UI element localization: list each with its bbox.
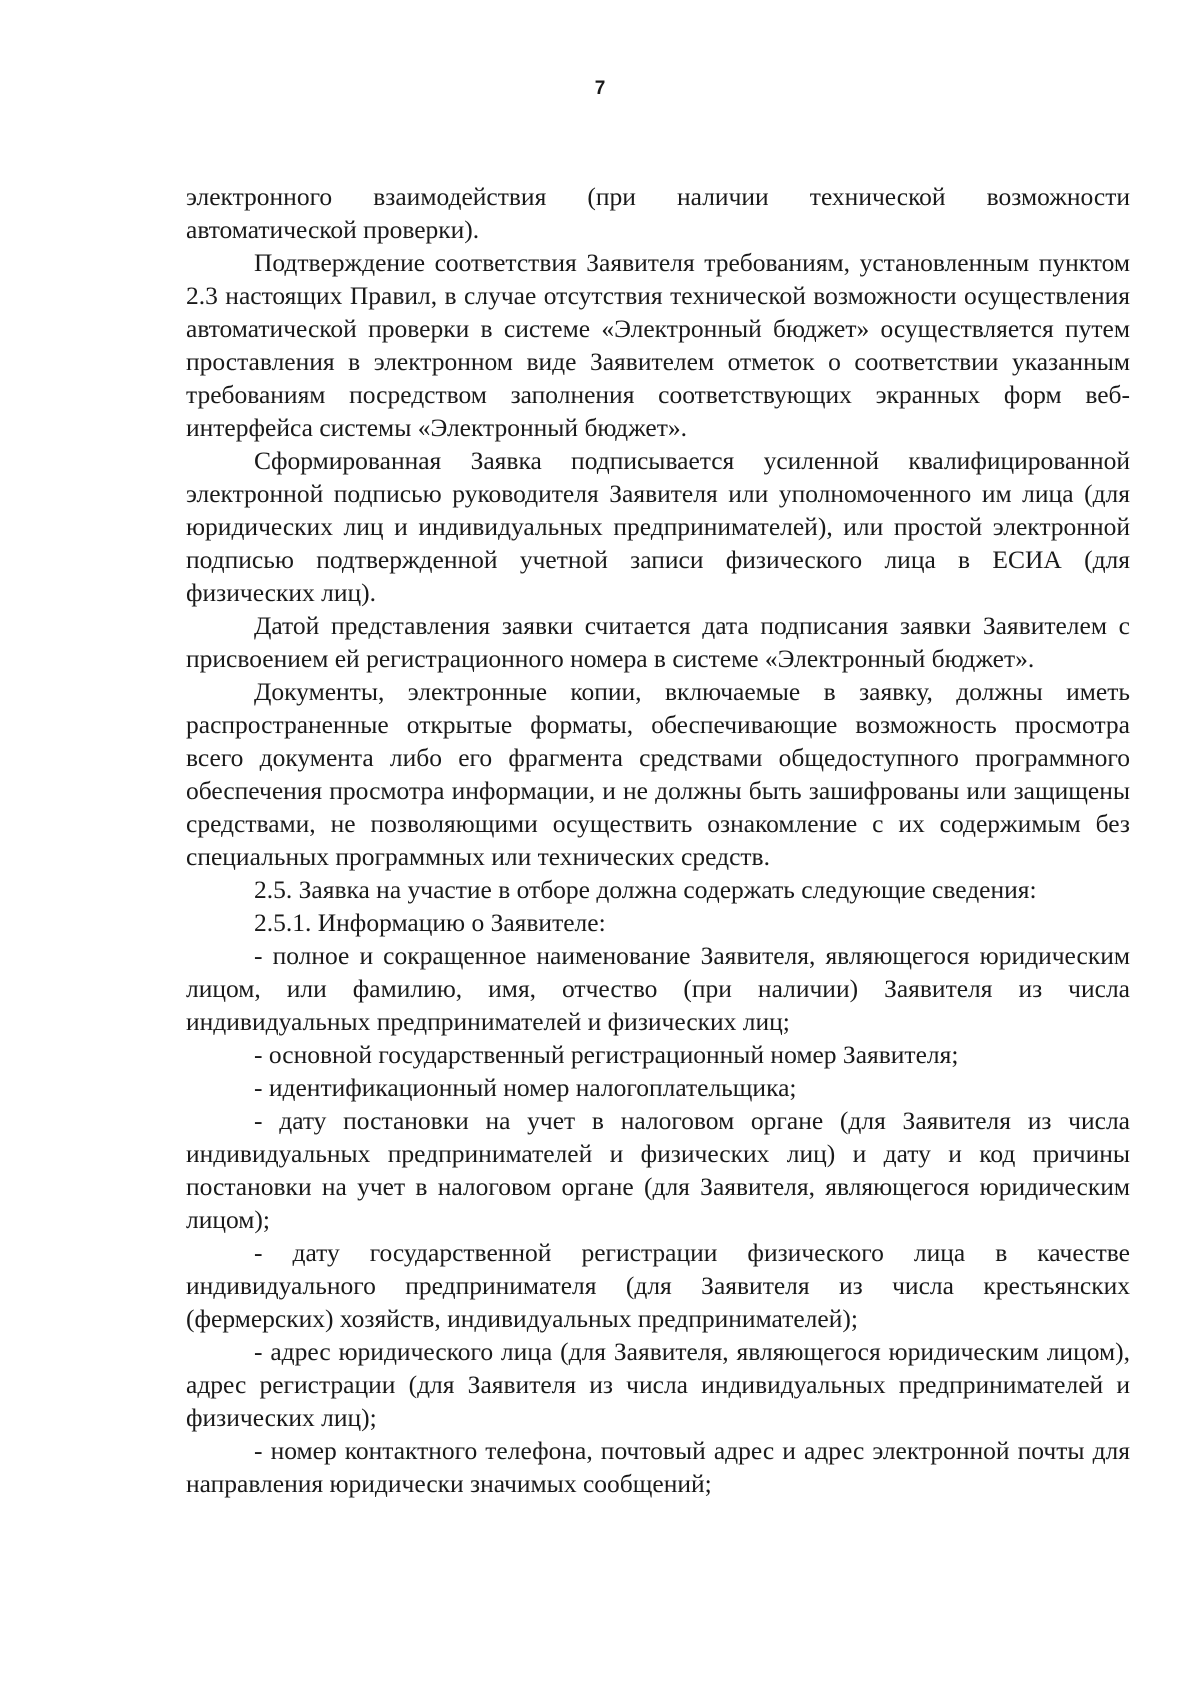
paragraph-confirmation: Подтверждение соответствия Заявителя требованиям, установленным пунктом 2.3 настоящих Правил, в случае отсутствия технической возможности осуществления автоматической проверки в системе «Электронный бюджет» осуществляется путем проставления в электронном виде Заявителем отметок о соответствии указанным требованиям посредством заполнения соответствующих экранных форм веб-интерфейса системы «Электронный бюджет». (186, 248, 1130, 442)
clause-2-5-1: 2.5.1. Информацию о Заявителе: (254, 908, 606, 937)
paragraph-continuation: электронного взаимодействия (при наличии технической возможности автоматической проверки). (186, 182, 1130, 244)
paragraph-signature: Сформированная Заявка подписывается усиленной квалифицированной электронной подписью руководителя Заявителя или уполномоченного им лица (для юридических лиц и индивидуальных предпринимателей), или простой электронной подписью подтвержденной учетной записи физического лица в ЕСИА (для физических лиц). (186, 446, 1130, 607)
list-item-ogrn: - основной государственный регистрационный номер Заявителя; (254, 1040, 959, 1069)
paragraph-submission-date: Датой представления заявки считается дата подписания заявки Заявителем с присвоением ей регистрационного номера в системе «Электронный бюджет». (186, 611, 1130, 673)
list-item-inn: - идентификационный номер налогоплательщика; (254, 1073, 797, 1102)
list-item-registration-date: - дату государственной регистрации физического лица в качестве индивидуального предпринимателя (для Заявителя из числа крестьянских (фермерских) хозяйств, индивидуальных предпринимателей); (186, 1238, 1130, 1333)
clause-2-5: 2.5. Заявка на участие в отборе должна содержать следующие сведения: (254, 875, 1037, 904)
list-item-contacts: - номер контактного телефона, почтовый адрес и адрес электронной почты для направления юридически значимых сообщений; (186, 1436, 1130, 1498)
list-item-address: - адрес юридического лица (для Заявителя, являющегося юридическим лицом), адрес регистрации (для Заявителя из числа индивидуальных предпринимателей и физических лиц); (186, 1337, 1130, 1432)
list-item-tax-date: - дату постановки на учет в налоговом органе (для Заявителя из числа индивидуальных предпринимателей и физических лиц) и дату и код причины постановки на учет в налоговом органе (для Заявителя, являющегося юридическим лицом); (186, 1106, 1130, 1234)
paragraph-documents: Документы, электронные копии, включаемые в заявку, должны иметь распространенные открытые форматы, обеспечивающие возможность просмотра всего документа либо его фрагмента средствами общедоступного программного обеспечения просмотра информации, и не должны быть зашифрованы или защищены средствами, не позволяющими осуществить ознакомление с их содержимым без специальных программных или технических средств. (186, 677, 1130, 871)
document-body (186, 180, 1130, 1500)
page-number: 7 (594, 78, 606, 99)
list-item-name: - полное и сокращенное наименование Заявителя, являющегося юридическим лицом, или фамилию, имя, отчество (при наличии) Заявителя из числа индивидуальных предпринимателей и физических лиц; (186, 941, 1130, 1036)
